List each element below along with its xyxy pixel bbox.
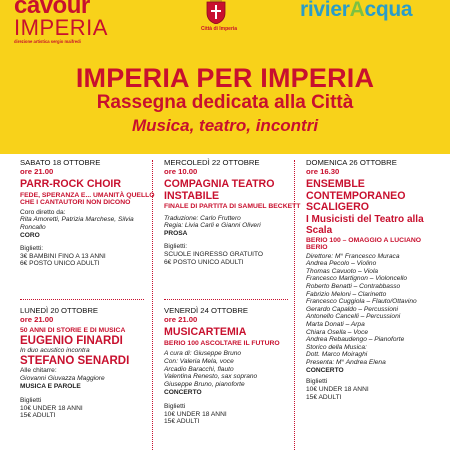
city-crest-icon bbox=[205, 0, 227, 24]
event-title: COMPAGNIA TEATRO INSTABILE bbox=[164, 178, 275, 202]
event-credit-label: Coro diretto da: bbox=[20, 208, 66, 216]
ticket-price: 10€ UNDER 18 ANNI bbox=[306, 386, 369, 394]
performer-line: Marta Donati – Arpa bbox=[306, 321, 365, 329]
event-performer: STEFANO SENARDI bbox=[20, 354, 130, 367]
event-time: ore 21.00 bbox=[164, 315, 198, 324]
event-title: PARR-ROCK CHOIR bbox=[20, 178, 122, 190]
event-date: VENERDÌ 24 OTTOBRE bbox=[164, 306, 249, 315]
event-subtitle: FINALE DI PARTITA DI SAMUEL BECKETT bbox=[164, 203, 301, 210]
performer-line: Storico della Musica: bbox=[306, 343, 367, 351]
logo-imperia: IMPERIA bbox=[14, 15, 108, 40]
performer-line: Francesco Cuggiola – Flauto/Ottavino bbox=[306, 298, 417, 306]
event-credit: Traduzione: Carlo Fruttero bbox=[164, 214, 241, 222]
event-connector: In duo acustico incontra bbox=[20, 347, 90, 355]
event-category: CORO bbox=[20, 232, 40, 240]
page-title: IMPERIA PER IMPERIA bbox=[75, 63, 375, 93]
performer-line: Dott. Marco Moiraghi bbox=[306, 351, 368, 359]
event-title-secondary: I Musicisti del Teatro alla Scala bbox=[306, 213, 424, 236]
event-category: PROSA bbox=[164, 230, 188, 238]
performer-line: Arcadio Baracchi, flauto bbox=[164, 365, 234, 373]
event-credit-names: Rita Amoretti, Patrizia Marchese, Silvia Roncallo bbox=[20, 216, 134, 232]
event-title: ENSEMBLE CONTEMPORANEO SCALIGERO bbox=[306, 178, 406, 213]
event-time: ore 21.00 bbox=[20, 167, 54, 176]
ticket-price: 10€ UNDER 18 ANNI bbox=[164, 410, 227, 418]
event-time: ore 10.00 bbox=[164, 167, 198, 176]
ticket-price: 15€ ADULTI bbox=[20, 412, 56, 420]
event-subtitle: BERIO 100 ASCOLTARE IL FUTURO bbox=[164, 339, 280, 347]
performer-line: Antonello Cancelli – Percussioni bbox=[306, 313, 401, 321]
performer-line: Direttore: M° Francesco Muraca bbox=[306, 252, 400, 260]
event-card bbox=[164, 158, 303, 266]
performer-line: Presenta: M° Andrea Elena bbox=[306, 359, 386, 366]
logo-direction: direzione artistica sergio maifredi bbox=[14, 39, 81, 44]
event-card bbox=[306, 158, 442, 402]
event-credit-names: Giovanni Giuvazza Maggiore bbox=[20, 375, 105, 383]
event-subtitle: FEDE, SPERANZA E... UMANITÀ QUELLO CHE I CANTAUTORI NON DICONO bbox=[20, 191, 155, 207]
page-tagline: Musica, teatro, incontri bbox=[131, 116, 319, 135]
sponsor-text-c: cqua bbox=[364, 0, 413, 21]
event-category: CONCERTO bbox=[164, 389, 202, 397]
ticket-price: 3€ BAMBINI FINO A 13 ANNI bbox=[20, 252, 106, 260]
ticket-price: 15€ ADULTI bbox=[164, 418, 200, 426]
performer-list bbox=[164, 350, 303, 389]
performer-line: Valentina Renesto, sax soprano bbox=[164, 373, 258, 381]
event-category: MUSICA E PAROLE bbox=[20, 382, 81, 390]
event-date: LUNEDÌ 20 OTTOBRE bbox=[20, 306, 99, 315]
performer-line: Giuseppe Bruno, pianoforte bbox=[164, 381, 245, 389]
event-date: DOMENICA 26 OTTOBRE bbox=[306, 158, 397, 167]
tickets-label: Biglietti bbox=[20, 396, 42, 404]
performer-line: Chiara Osella – Voce bbox=[306, 328, 369, 336]
event-performer: EUGENIO FINARDI bbox=[20, 334, 123, 347]
performer-line: Con: Valeria Mela, voce bbox=[164, 357, 234, 365]
sponsor-text-b: A bbox=[349, 0, 365, 21]
performer-line: Andrea Rebaudengo – Pianoforte bbox=[306, 336, 405, 344]
tickets-label: Biglietti: bbox=[20, 244, 44, 252]
event-card bbox=[164, 306, 303, 426]
logo-cavour: cavour bbox=[14, 0, 90, 19]
performer-line: Thomas Cavuoto – Viola bbox=[306, 267, 379, 275]
performer-line: A cura di: Giuseppe Bruno bbox=[164, 350, 242, 358]
performer-line: Roberto Benatti – Contrabbasso bbox=[306, 283, 401, 291]
ticket-price: 10€ UNDER 18 ANNI bbox=[20, 404, 83, 412]
rivieracqua-logo bbox=[300, 0, 412, 22]
event-credit-label: Alle chitarre: bbox=[20, 367, 57, 375]
tickets-label: Biglietti bbox=[306, 378, 328, 386]
event-subtitle: BERIO 100 – OMAGGIO A LUCIANO BERIO bbox=[306, 236, 422, 252]
tickets-label: Biglietti: bbox=[164, 242, 188, 250]
event-subtitle: 50 ANNI DI STORIE E DI MUSICA bbox=[20, 327, 126, 334]
event-date: SABATO 18 OTTOBRE bbox=[20, 158, 101, 167]
ticket-price: 6€ POSTO UNICO ADULTI bbox=[20, 260, 100, 268]
event-time: ore 16.30 bbox=[306, 167, 340, 176]
performer-list bbox=[306, 253, 442, 367]
performer-line: Fabrizio Meloni – Clarinetto bbox=[306, 290, 387, 298]
tickets-label: Biglietti bbox=[164, 402, 186, 410]
event-title: MUSICARTEMIA bbox=[164, 326, 247, 338]
event-credit: Regia: Livia Carli e Gianni Oliveri bbox=[164, 222, 261, 230]
performer-line: Gerardo Capaldo – Percussioni bbox=[306, 305, 398, 313]
performer-line: Andrea Pecolo – Violino bbox=[306, 260, 377, 268]
event-separator bbox=[20, 299, 144, 300]
event-separator bbox=[164, 299, 288, 300]
ticket-price: 6€ POSTO UNICO ADULTI bbox=[164, 258, 244, 266]
event-card bbox=[20, 306, 159, 420]
sponsor-text-a: rivier bbox=[300, 0, 350, 21]
ticket-price: 15€ ADULTI bbox=[306, 393, 342, 401]
teatro-cavour-logo bbox=[14, 0, 108, 44]
header-banner bbox=[0, 0, 450, 154]
event-date: MERCOLEDÌ 22 OTTOBRE bbox=[164, 158, 260, 167]
event-category: CONCERTO bbox=[306, 366, 344, 374]
event-card bbox=[20, 158, 159, 268]
event-time: ore 21.00 bbox=[20, 315, 54, 324]
performer-line: Francesco Martignon – Violoncello bbox=[306, 275, 408, 283]
ticket-price: SCUOLE INGRESSO GRATUITO bbox=[164, 250, 264, 258]
city-label: Città di Imperia bbox=[200, 26, 238, 32]
page-subtitle: Rassegna dedicata alla Città bbox=[96, 92, 354, 113]
